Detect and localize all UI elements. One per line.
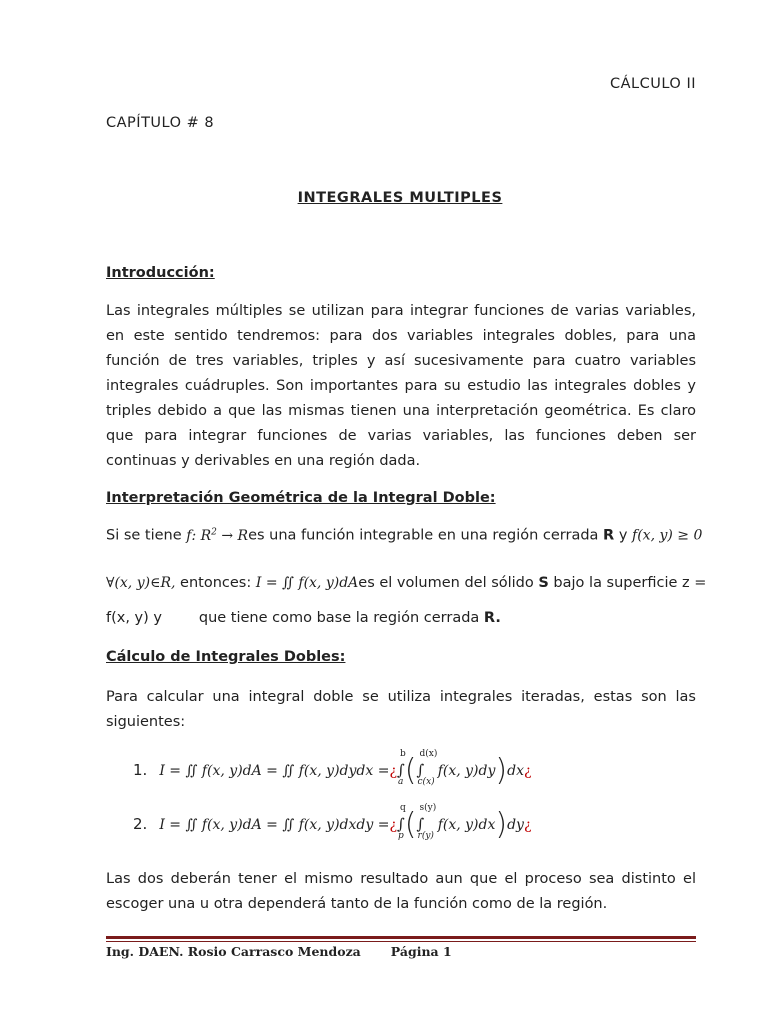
- placeholder-glyph: ¿: [389, 817, 397, 833]
- nonnegative-condition: f(x, y) ≥ 0: [632, 527, 703, 544]
- course-label: CÁLCULO II: [610, 76, 696, 92]
- placeholder-glyph: ¿: [523, 817, 532, 833]
- footer-page-number: Página 1: [390, 944, 452, 959]
- outer-differential: dy: [507, 817, 524, 833]
- inner-integral: s(y) ∫ r(y): [416, 803, 437, 841]
- equation-lhs: I = ∬ f(x, y)dA = ∬ f(x, y)dxdy =: [159, 817, 390, 833]
- definition-text-a: Si se tiene: [106, 527, 187, 544]
- inner-integral: d(x) ∫ c(x): [416, 749, 438, 787]
- volume-integral: I = ∬ f(x, y)dA: [255, 575, 359, 591]
- double-integrals-paragraph: Para calcular una integral doble se utiliza integrales iteradas, estas son las siguientes:: [106, 689, 696, 730]
- inner-integrand: f(x, y)dy: [437, 763, 496, 779]
- definition-line-1: [106, 527, 703, 544]
- intro-heading: Introducción:: [106, 265, 215, 281]
- definition-text-e: es el volumen del sólido: [358, 575, 539, 591]
- footer-divider-thick: [106, 936, 696, 939]
- definition-line-2: [106, 575, 707, 591]
- definition-text-g: f(x, y) y que tiene como base la región cerrada: [106, 610, 484, 626]
- footer-divider-thin: [106, 941, 696, 942]
- forall-condition: ∀(x, y)∈R,: [106, 575, 176, 591]
- outer-differential: dx: [507, 763, 524, 779]
- definition-text-b: es una función integrable en una región cerrada: [248, 527, 604, 544]
- equation-1: 1. I = ∬ f(x, y)dA = ∬ f(x, y)dydx =¿ b ∫ a ( d(x) ∫ c(x) f(x, y)dy)dx¿: [133, 749, 532, 788]
- footer: [106, 944, 452, 959]
- definition-text-d: entonces:: [175, 575, 256, 591]
- definition-text-c: y: [614, 527, 633, 544]
- equation-lhs: I = ∬ f(x, y)dA = ∬ f(x, y)dydx =: [159, 763, 390, 779]
- chapter-label: CAPÍTULO # 8: [106, 115, 215, 131]
- placeholder-glyph: ¿: [523, 763, 532, 779]
- footer-author: Ing. DAEN. Rosio Carrasco Mendoza: [106, 944, 361, 959]
- closing-paragraph: Las dos deberán tener el mismo resultado aun que el proceso sea distinto el escoger una u otra dependerá tanto de la función como de la región.: [106, 871, 696, 912]
- region-r-label-2: R.: [483, 610, 501, 626]
- outer-integral: b ∫ a: [396, 749, 406, 787]
- region-r-label: R: [603, 527, 615, 544]
- double-integrals-heading: Cálculo de Integrales Dobles:: [106, 649, 346, 665]
- placeholder-glyph: ¿: [389, 763, 397, 779]
- equation-2: 2. I = ∬ f(x, y)dA = ∬ f(x, y)dxdy =¿ q ∫ p ( s(y) ∫ r(y) f(x, y)dx)dy¿: [133, 803, 532, 842]
- document-title: INTEGRALES MULTIPLES: [297, 190, 503, 206]
- geometric-interpretation-heading: Interpretación Geométrica de la Integral Doble:: [106, 490, 496, 506]
- equation-number: 2.: [133, 815, 148, 833]
- solid-s-label: S: [538, 575, 549, 591]
- inner-integrand: f(x, y)dx: [437, 817, 496, 833]
- intro-paragraph: Las integrales múltiples se utilizan para integrar funciones de varias variables, en este sentido tendremos: para dos variables integrales dobles, para una función de tres variables, triples y así sucesivamente para cuatro variables integrales cuádruples. Son importantes para su estudio las integrales dobles y triples debido a que las mismas tienen una interpretación geométrica. Es claro que para integrar funciones de varias variables, las funciones deben ser continuas y derivables en una región dada.: [106, 303, 696, 469]
- definition-text-f: bajo la superficie z =: [548, 575, 707, 591]
- function-mapping: f: $R^2 \to R$: [186, 527, 249, 544]
- equation-number: 1.: [133, 761, 148, 779]
- definition-line-3: [106, 610, 696, 626]
- outer-integral: q ∫ p: [396, 803, 406, 841]
